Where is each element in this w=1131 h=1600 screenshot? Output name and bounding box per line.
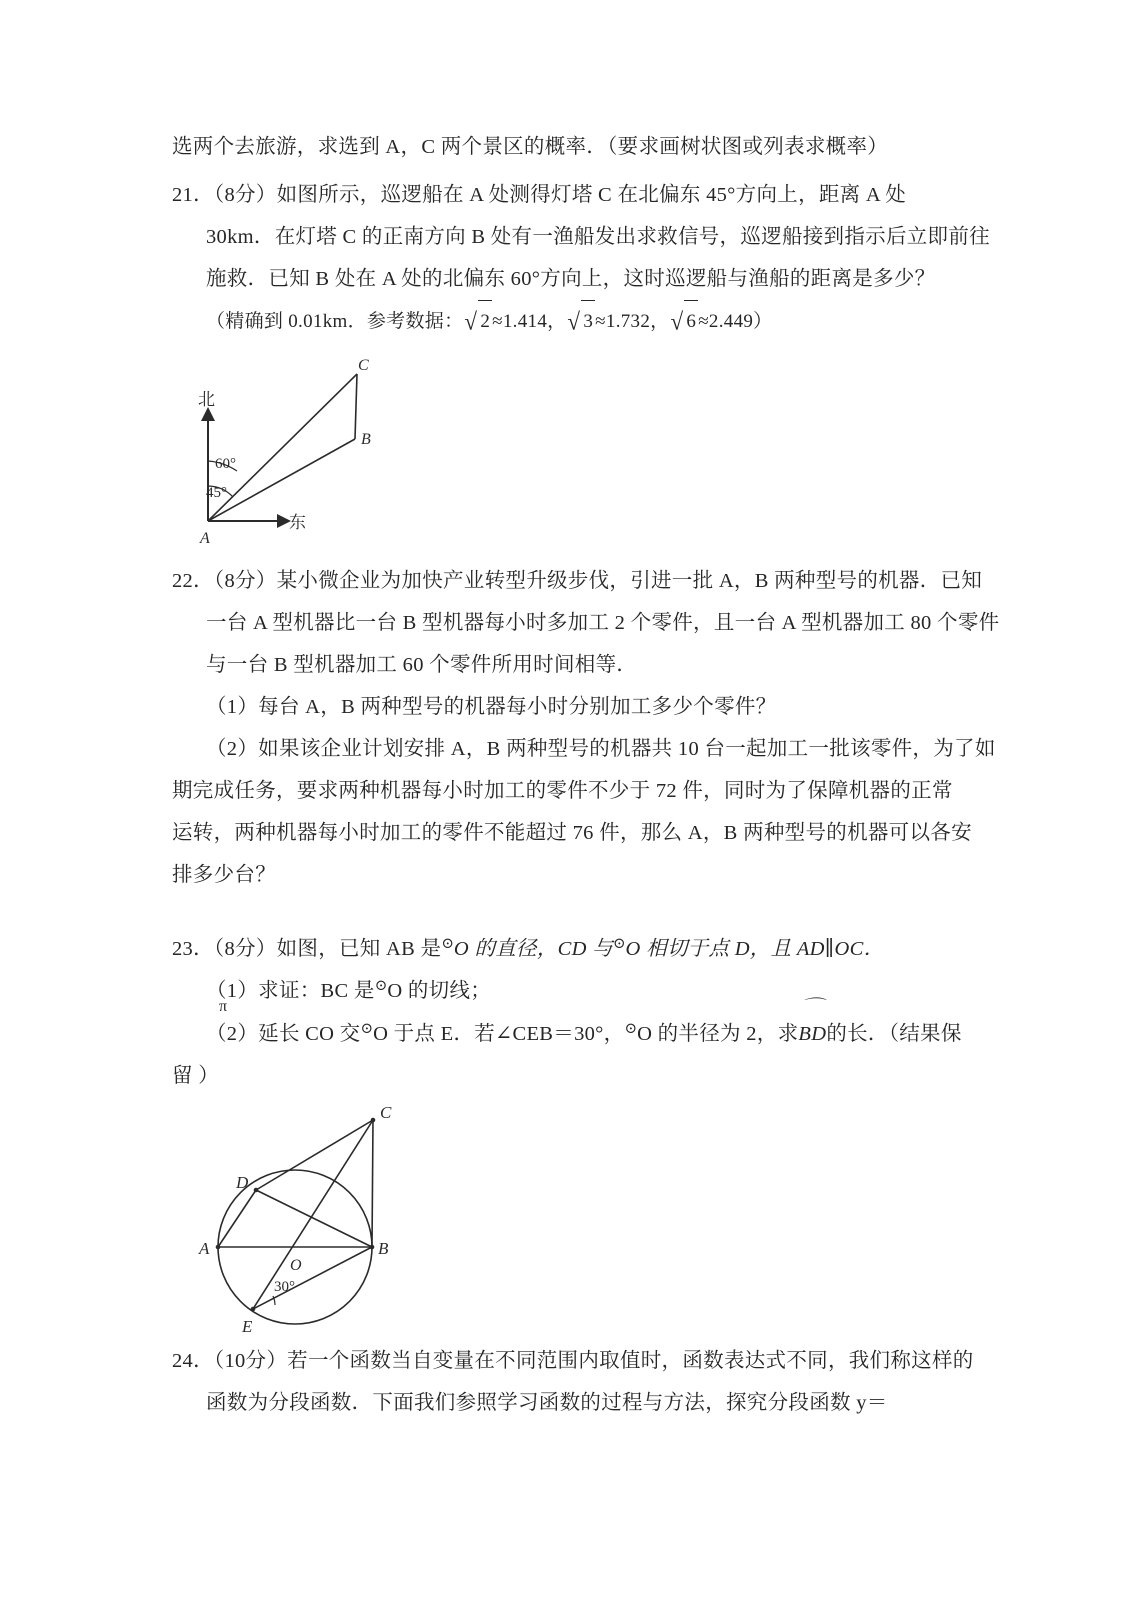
sqrt-6-radicand: 6 bbox=[684, 300, 698, 343]
question-22-part-1 bbox=[206, 686, 962, 728]
radical-sign-icon: √ bbox=[464, 308, 478, 335]
sqrt-3 bbox=[566, 300, 595, 343]
question-23-part-2-post: O 的半径为 2，求 bbox=[637, 1023, 799, 1045]
segment-CB bbox=[372, 1120, 373, 1247]
question-22-part-1-label: （1） bbox=[206, 696, 259, 718]
question-22-line-2: 一台 A 型机器比一台 B 型机器每小时多加工 2 个零件，且一台 A 型机器加工 80 个零件 bbox=[206, 612, 1000, 634]
question-22-part-2-line-4: 排多少台？ bbox=[172, 864, 276, 886]
question-22-block bbox=[172, 560, 1000, 896]
sqrt-3-radicand: 3 bbox=[581, 300, 595, 343]
question-21-line-3: 施救．已知 B 处在 A 处的北偏东 60°方向上，这时巡逻船与渔船的距离是多少？ bbox=[206, 268, 936, 290]
label-point-C: C bbox=[358, 357, 369, 374]
label-point-B: B bbox=[378, 1239, 389, 1258]
question-23-part-2-next-line: 留 ） bbox=[172, 1065, 220, 1087]
question-24-number: 24． bbox=[172, 1350, 214, 1372]
question-22-part-2-line-3: 运转，两种机器每小时加工的零件不能超过 76 件，那么 A，B 两种型号的机器可以各安 bbox=[172, 822, 972, 844]
sqrt-6-approx: ≈2.449） bbox=[698, 311, 773, 332]
segment-CB bbox=[355, 374, 357, 439]
label-north: 北 bbox=[198, 390, 215, 409]
circle-diagram-svg bbox=[196, 1098, 426, 1338]
question-23-pi-floating: π bbox=[219, 998, 228, 1015]
sqrt-2-radicand: 2 bbox=[478, 300, 492, 343]
point-D-dot bbox=[254, 1188, 259, 1193]
question-21-figure bbox=[188, 352, 408, 552]
page-content bbox=[172, 126, 990, 343]
question-23-part-1 bbox=[206, 970, 962, 1012]
question-23-points: （8分） bbox=[213, 938, 277, 960]
label-angle-30: 30° bbox=[274, 1279, 295, 1295]
point-B-dot bbox=[370, 1245, 375, 1250]
radical-sign-icon: √ bbox=[567, 308, 581, 335]
arc-overline-icon: ⌒ bbox=[800, 998, 824, 1014]
sqrt-2 bbox=[463, 300, 492, 343]
label-center-O: O bbox=[290, 1257, 302, 1274]
question-22-text-1: 某小微企业为加快产业转型升级步伐，引进一批 A，B 两种型号的机器．已知 bbox=[276, 570, 983, 592]
question-24-block bbox=[172, 1340, 974, 1424]
question-22-line-1 bbox=[172, 560, 983, 602]
label-point-A: A bbox=[200, 530, 210, 547]
question-22-points: （8分） bbox=[213, 570, 277, 592]
question-23-part-2-label: （2） bbox=[206, 1023, 259, 1045]
question-23-number: 23． bbox=[172, 938, 214, 960]
label-point-A: A bbox=[199, 1239, 210, 1258]
question-22-part-2-line-1 bbox=[206, 728, 996, 770]
arc-BD-label bbox=[798, 998, 827, 1055]
question-23-part-2 bbox=[206, 998, 962, 1055]
circle-o-icon: ⊙ bbox=[441, 936, 454, 952]
question-23-stem-mid: O 的直径，CD 与 bbox=[453, 938, 613, 960]
circle-o-icon: ⊙ bbox=[612, 936, 626, 952]
question-23-stem-post: O 相切于点 D，且 AD∥OC． bbox=[625, 938, 885, 960]
question-21-reference-line bbox=[206, 300, 962, 343]
question-24-line-2: 函数为分段函数．下面我们参照学习函数的过程与方法，探究分段函数 y＝ bbox=[206, 1392, 888, 1414]
segment-CD bbox=[256, 1120, 373, 1190]
question-24-text-1: 若一个函数当自变量在不同范围内取值时，函数表达式不同，我们称这样的 bbox=[287, 1350, 974, 1372]
question-21-points: （8分） bbox=[213, 184, 277, 206]
bearing-diagram-svg bbox=[188, 352, 408, 552]
question-22-part-2-line-2: 期完成任务，要求两种机器每小时加工的零件不少于 72 件，同时为了保障机器的正常 bbox=[172, 780, 953, 802]
label-point-B: B bbox=[361, 431, 371, 448]
radical-sign-icon: √ bbox=[670, 308, 684, 335]
circle-o-icon: ⊙ bbox=[624, 1021, 638, 1037]
question-22-part-2-label: （2） bbox=[206, 738, 259, 760]
question-23-part-1-pre: 求证：BC 是 bbox=[258, 980, 375, 1002]
question-22-number: 22． bbox=[172, 570, 214, 592]
question-21-text-1: 如图所示，巡逻船在 A 处测得灯塔 C 在北偏东 45°方向上，距离 A 处 bbox=[276, 184, 907, 206]
question-22-part-2-text-1: 如果该企业计划安排 A，B 两种型号的机器共 10 台一起加工一批该零件，为了如 bbox=[258, 738, 996, 760]
arc-BD-text: BD bbox=[798, 1023, 827, 1045]
point-C-dot bbox=[371, 1118, 376, 1123]
question-23-part-1-post: O 的切线； bbox=[387, 980, 492, 1002]
label-point-E: E bbox=[242, 1317, 253, 1336]
label-point-D: D bbox=[236, 1173, 249, 1192]
circle-o-icon: ⊙ bbox=[374, 978, 388, 994]
question-24-line-1 bbox=[172, 1340, 974, 1382]
question-21-note-prefix: （精确到 0.01km．参考数据： bbox=[206, 311, 464, 332]
question-21-line-2: 30km．在灯塔 C 的正南方向 B 处有一渔船发出求救信号，巡逻船接到指示后立即前往 bbox=[206, 226, 990, 248]
question-22-part-1-text: 每台 A，B 两种型号的机器每小时分别加工多少个零件？ bbox=[258, 696, 777, 718]
point-E-dot bbox=[251, 1307, 256, 1312]
question-22-line-3: 与一台 B 型机器加工 60 个零件所用时间相等． bbox=[206, 654, 638, 676]
question-21-line-1 bbox=[172, 174, 962, 216]
sqrt-2-approx: ≈1.414， bbox=[492, 311, 567, 332]
question-23-figure bbox=[196, 1098, 426, 1338]
sqrt-6 bbox=[669, 300, 698, 343]
circle-o-icon: ⊙ bbox=[360, 1021, 374, 1037]
label-angle-60: 60° bbox=[215, 456, 236, 472]
segment-EB bbox=[253, 1247, 372, 1309]
segment-CE bbox=[253, 1120, 373, 1309]
segment-AB bbox=[208, 439, 355, 521]
question-23-part-1-label: （1） bbox=[206, 980, 259, 1002]
carryover-line: 选两个去旅游，求选到 A，C 两个景区的概率．（要求画树状图或列表求概率） bbox=[172, 136, 889, 158]
label-east: 东 bbox=[289, 513, 306, 532]
segment-AC bbox=[208, 374, 357, 521]
label-angle-45: 45° bbox=[206, 485, 227, 501]
point-A-dot bbox=[216, 1245, 221, 1250]
question-23-part-2-mid: O 于点 E．若∠CEB＝30°， bbox=[373, 1023, 625, 1045]
question-23-stem-pre: 如图，已知 AB 是 bbox=[276, 938, 442, 960]
sqrt-3-approx: ≈1.732， bbox=[595, 311, 670, 332]
question-21-number: 21． bbox=[172, 184, 214, 206]
question-23-stem bbox=[172, 928, 962, 970]
question-23-part-2-pre: 延长 CO 交 bbox=[258, 1023, 361, 1045]
question-23-block bbox=[172, 928, 962, 1097]
question-24-points: （10分） bbox=[213, 1350, 288, 1372]
label-point-C: C bbox=[380, 1103, 392, 1122]
question-23-part-2-tail: 的长．（结果保 bbox=[826, 1023, 962, 1045]
